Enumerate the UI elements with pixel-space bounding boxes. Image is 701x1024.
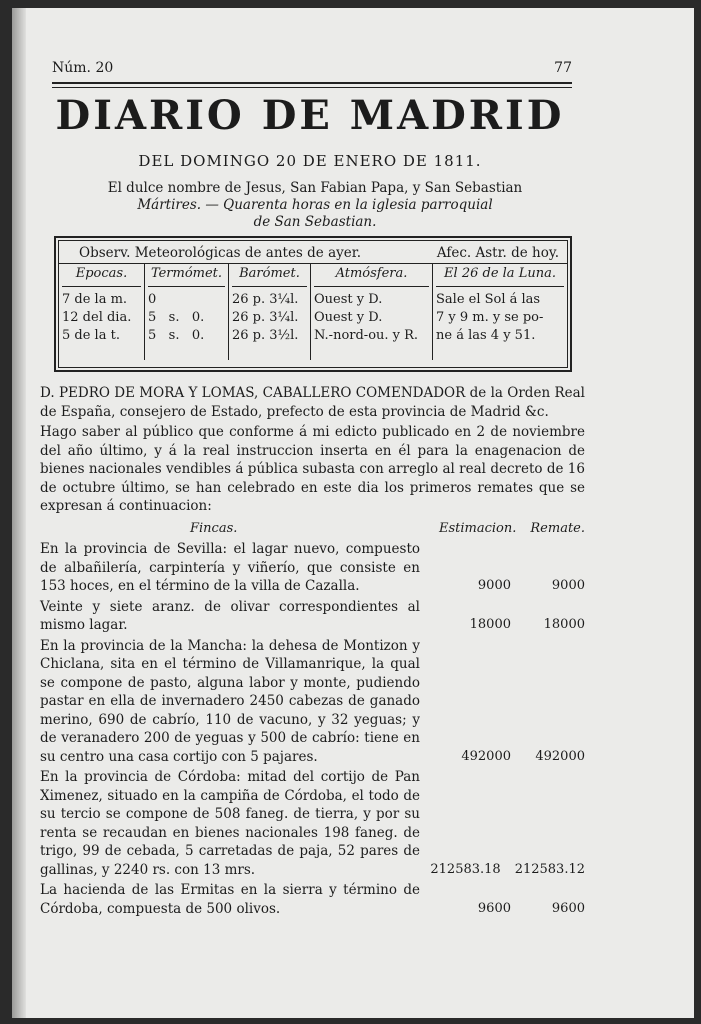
item-remate: 9600 — [551, 900, 585, 916]
auction-item — [40, 637, 585, 767]
newspaper-title: DIARIO DE MADRID — [55, 92, 565, 139]
saints-of-day — [50, 180, 580, 231]
item-estimacion: 9600 — [477, 900, 511, 916]
weather-table-header — [59, 241, 567, 264]
item-estimacion: 492000 — [461, 748, 511, 764]
auction-item — [40, 598, 585, 635]
saints-line: de San Sebastian. — [253, 214, 377, 230]
col-remate-label: Remate. — [530, 520, 585, 536]
auction-column-headers — [40, 520, 585, 539]
item-remate: 492000 — [535, 748, 585, 764]
auction-item — [40, 881, 585, 918]
col-estimacion-label: Estimacion. — [439, 520, 517, 536]
weather-left-title: Observ. Meteorológicas de antes de ayer. — [79, 245, 362, 261]
item-remate: 18000 — [543, 617, 585, 632]
item-description: En la provincia de la Mancha: la dehesa de Montizon y Chiclana, sita en el término de Villamanrique, la qual se compone de pasto, alguna labor y monte, pudiendo pastar en ella de invernadero 2450 cabezas de ganado merino, 690 de cabrío, 110 de vacuno, y 32 yeguas; y de veranadero 200 de yeguas y 500 de cabrío: tiene en su centro una casa cortijo con 5 pajares. — [40, 637, 420, 765]
col-termometro: Termómet. 0 5 s. 0. 5 s. 0. — [145, 264, 229, 360]
weather-right-title: Afec. Astr. de hoy. — [436, 245, 559, 261]
col-luna: El 26 de la Luna. Sale el Sol á las 7 y 9 m. y se po- ne á las 4 y 51. — [433, 264, 567, 360]
item-estimacion: 212583.18 — [430, 861, 501, 877]
col-atmosfera: Atmósfera. Ouest y D. Ouest y D. N.-nord-ou. y R. — [311, 264, 433, 360]
item-description: En la provincia de Córdoba: mitad del cortijo de Pan Ximenez, situado en la campiña de Córdoba, el todo de su tercio se compone de 508 faneg. de tierra, y por su renta se recaudan en bienes nacionales 198 faneg. de trigo, 99 de cebada, 5 carretadas de paja, 52 pares de gallinas, y 2240 rs. con 13 mrs. — [40, 769, 420, 878]
article-body — [40, 384, 585, 918]
header-rule — [52, 82, 572, 88]
item-description: La hacienda de las Ermitas en la sierra y término de Córdoba, compuesta de 500 olivos. — [40, 882, 420, 917]
item-description: En la provincia de Sevilla: el lagar nuevo, compuesto de albañilería, carpintería y viñerío, que consiste en 153 hoces, en el término de la villa de Cazalla. — [40, 541, 420, 594]
page-spine-shadow — [12, 8, 26, 1018]
col-barometro: Barómet. 26 p. 3¼l. 26 p. 3¼l. 26 p. 3½l. — [229, 264, 311, 360]
item-estimacion: 18000 — [469, 617, 511, 632]
issue-date: DEL DOMINGO 20 DE ENERO DE 1811. — [138, 152, 482, 170]
item-description: Veinte y siete aranz. de olivar correspondientes al mismo lagar. — [40, 598, 420, 633]
col-fincas-label: Fincas. — [190, 520, 238, 536]
auction-item — [40, 768, 585, 879]
weather-table — [54, 236, 572, 372]
item-remate: 212583.12 — [514, 861, 585, 877]
item-remate: 9000 — [551, 578, 585, 593]
auction-item — [40, 540, 585, 596]
issue-number: Núm. 20 — [52, 60, 114, 76]
page-number: 77 — [554, 60, 572, 76]
article-heading: D. PEDRO DE MORA Y LOMAS, CABALLERO COMENDADOR de la Orden Real de España, consejero de Estado, prefecto de esta provincia de Madrid &c. — [40, 385, 585, 420]
decree-paragraph: Hago saber al público que conforme á mi edicto publicado en 2 de noviembre del año último, y á la real instruccion inserta en él para la enagenacion de bienes nacionales vendibles á pública subasta con arreglo al real decreto de 16 de octubre último, se han celebrado en este dia los primeros remates que se expresan á continuacion: — [40, 424, 585, 514]
col-epocas: Epocas. 7 de la m. 12 del dia. 5 de la t. — [59, 264, 145, 360]
saints-line: El dulce nombre de Jesus, San Fabian Papa, y San Sebastian — [107, 180, 523, 196]
saints-line: Mártires. — Quarenta horas en la iglesia parroquial — [137, 197, 493, 213]
item-estimacion: 9000 — [477, 578, 511, 593]
